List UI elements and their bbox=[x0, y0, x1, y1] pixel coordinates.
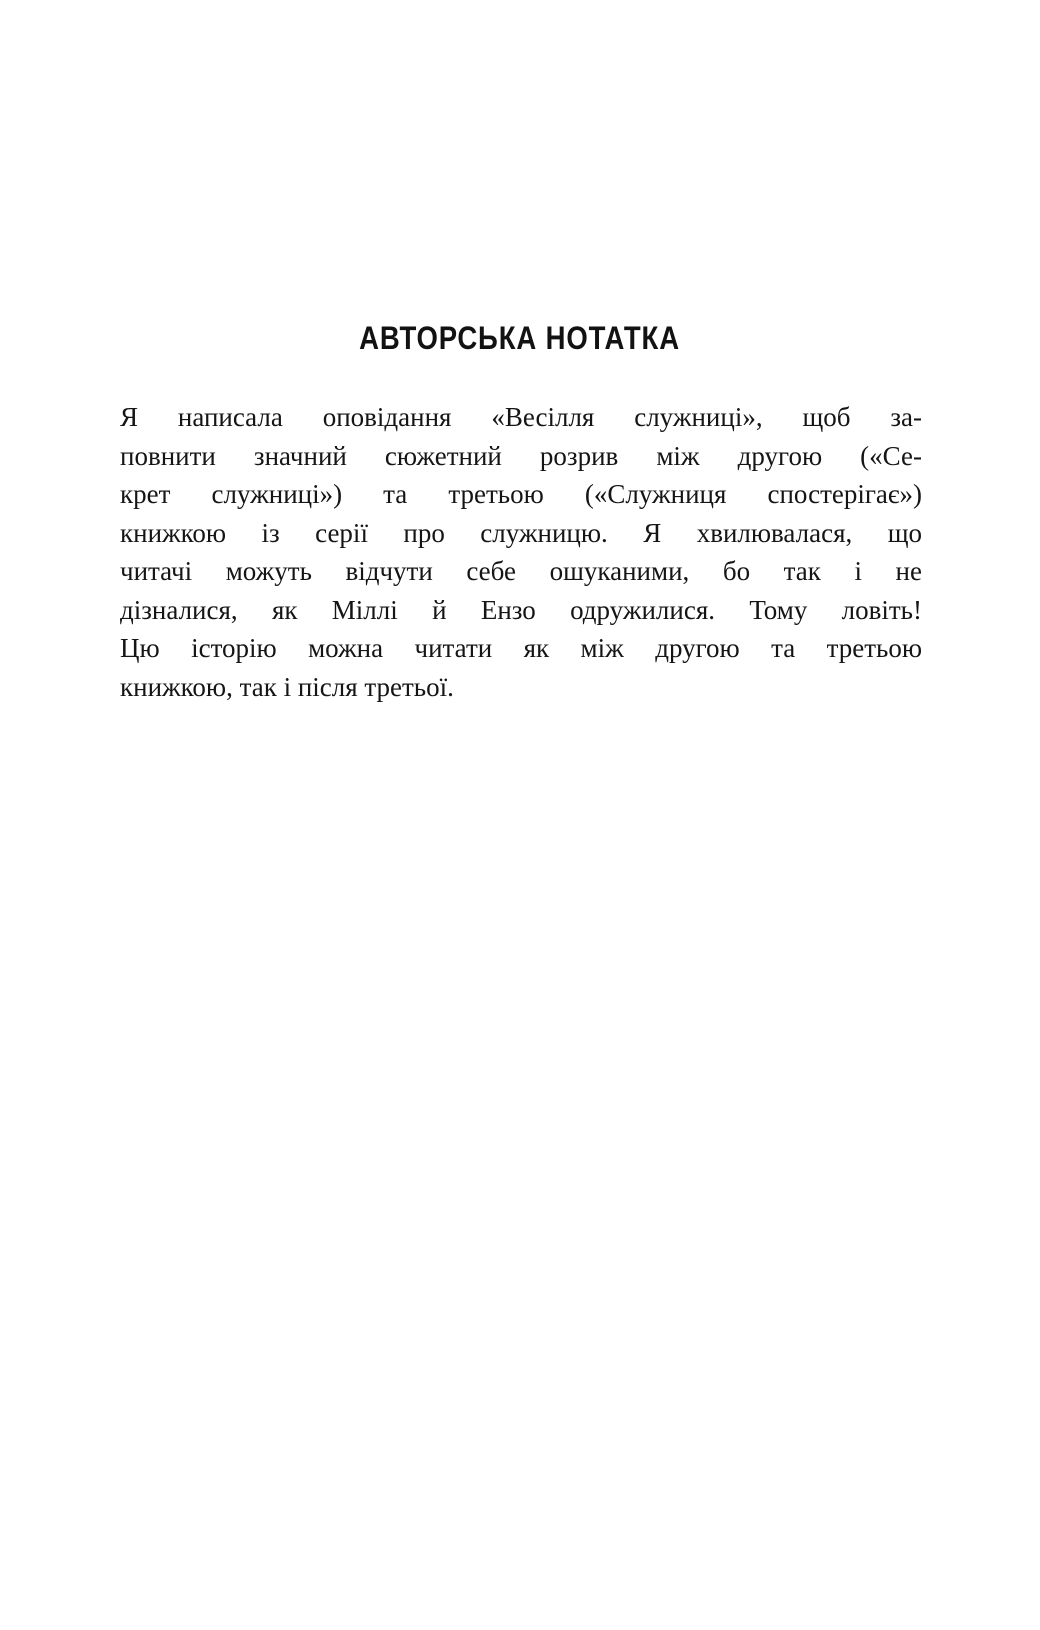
paragraph-line: крет служниці») та третьою («Служниця спостерігає») bbox=[120, 479, 922, 509]
chapter-heading bbox=[120, 320, 920, 356]
paragraph-line: читачі можуть відчути себе ошуканими, бо так і не bbox=[120, 556, 922, 586]
paragraph-line: Я написала оповідання «Весілля служниці», щоб за- bbox=[120, 402, 922, 432]
chapter-heading-text: АВТОРСЬКА НОТАТКА bbox=[359, 320, 681, 356]
paragraph-line: Цю історію можна читати як між другою та третьою bbox=[120, 633, 922, 663]
paragraph-line: книжкою із серії про служницю. Я хвилювалася, що bbox=[120, 517, 922, 548]
paragraph-line: повнити значний сюжетний розрив між другою («Се- bbox=[120, 440, 922, 471]
author-note-paragraph bbox=[120, 398, 922, 706]
paragraph-line: дізналися, як Міллі й Ензо одружилися. Тому ловіть! bbox=[120, 594, 922, 625]
paragraph-line: книжкою, так і після третьої. bbox=[120, 671, 454, 702]
